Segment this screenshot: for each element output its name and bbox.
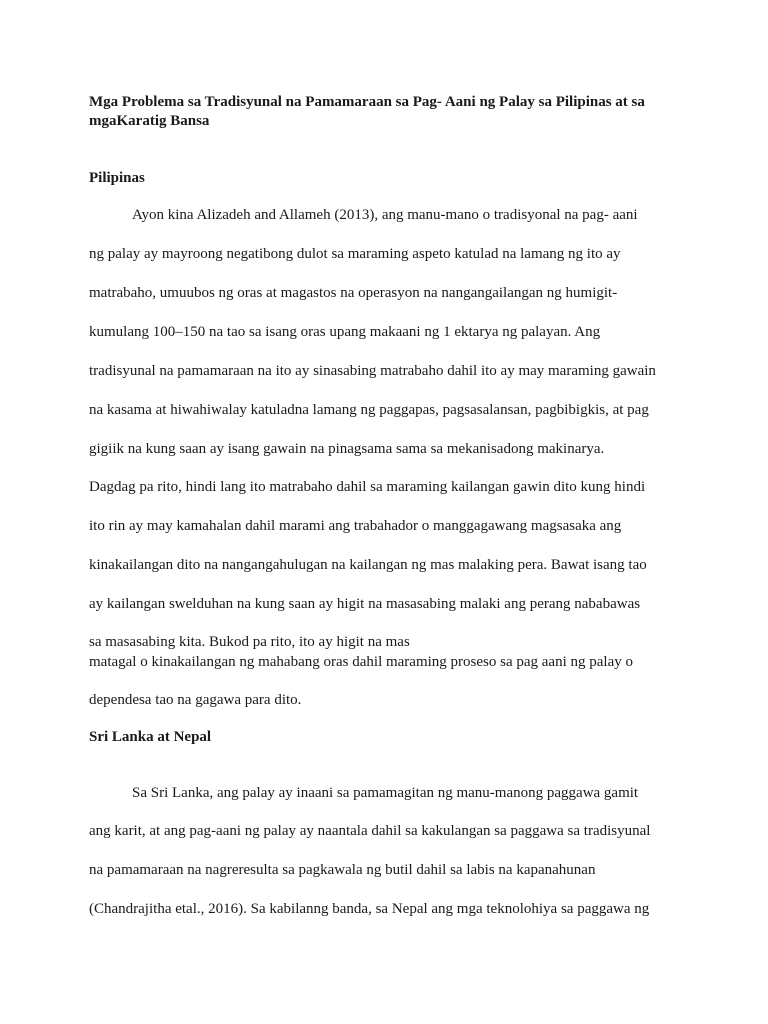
paragraph-line: tradisyunal na pamamaraan na ito ay sinasabing matrabaho dahil ito ay may maraming gawain	[89, 363, 656, 379]
paragraph-line: Ayon kina Alizadeh and Allameh (2013), ang manu-mano o tradisyonal na pag- aani	[132, 207, 638, 223]
paragraph-line: ang karit, at ang pag-aani ng palay ay naantala dahil sa kakulangan sa paggawa sa tradisyunal	[89, 823, 651, 839]
paragraph-line: (Chandrajitha etal., 2016). Sa kabilanng banda, sa Nepal ang mga teknolohiya sa paggawa ng	[89, 901, 650, 917]
paragraph-line: dependesa tao na gagawa para dito.	[89, 692, 302, 708]
paragraph-line: sa masasabing kita. Bukod pa rito, ito ay higit na mas	[89, 634, 410, 650]
document-title: Mga Problema sa Tradisyunal na Pamamaraan sa Pag- Aani ng Palay sa Pilipinas at sa mgaKaratig Bansa	[89, 94, 645, 129]
paragraph-line: ay kailangan swelduhan na kung saan ay higit na masasabing malaki ang perang nababawas	[89, 596, 641, 612]
paragraph-line: kinakailangan dito na nangangahulugan na kailangan ng mas malaking pera. Bawat isang tao	[89, 557, 647, 573]
paragraph-line: na kasama at hiwahiwalay katuladna lamang ng paggapas, pagsasalansan, pagbibigkis, at pag	[89, 402, 649, 418]
paragraph-line: Dagdag pa rito, hindi lang ito matrabaho dahil sa maraming kailangan gawin dito kung hindi	[89, 479, 646, 495]
paragraph-line: ng palay ay mayroong negatibong dulot sa maraming aspeto katulad na lamang ng ito ay	[89, 246, 621, 262]
paragraph-line: na pamamaraan na nagreresulta sa pagkawala ng butil dahil sa labis na kapanahunan	[89, 862, 596, 878]
paragraph-line: gigiik na kung saan ay isang gawain na pinagsama sama sa mekanisadong makinarya.	[89, 441, 605, 457]
section-heading-sri-lanka-nepal: Sri Lanka at Nepal	[89, 729, 212, 745]
section-heading-pilipinas: Pilipinas	[89, 170, 145, 186]
paragraph-line: matagal o kinakailangan ng mahabang oras dahil maraming proseso sa pag aani ng palay o	[89, 654, 633, 670]
paragraph-line: matrabaho, umuubos ng oras at magastos na operasyon na nangangailangan ng humigit-	[89, 285, 618, 301]
paragraph-line: ito rin ay may kamahalan dahil marami ang trabahador o manggagawang magsasaka ang	[89, 518, 622, 534]
paragraph-line: kumulang 100–150 na tao sa isang oras upang makaani ng 1 ektarya ng palayan. Ang	[89, 324, 601, 340]
paragraph-line: Sa Sri Lanka, ang palay ay inaani sa pamamagitan ng manu-manong paggawa gamit	[132, 785, 639, 801]
